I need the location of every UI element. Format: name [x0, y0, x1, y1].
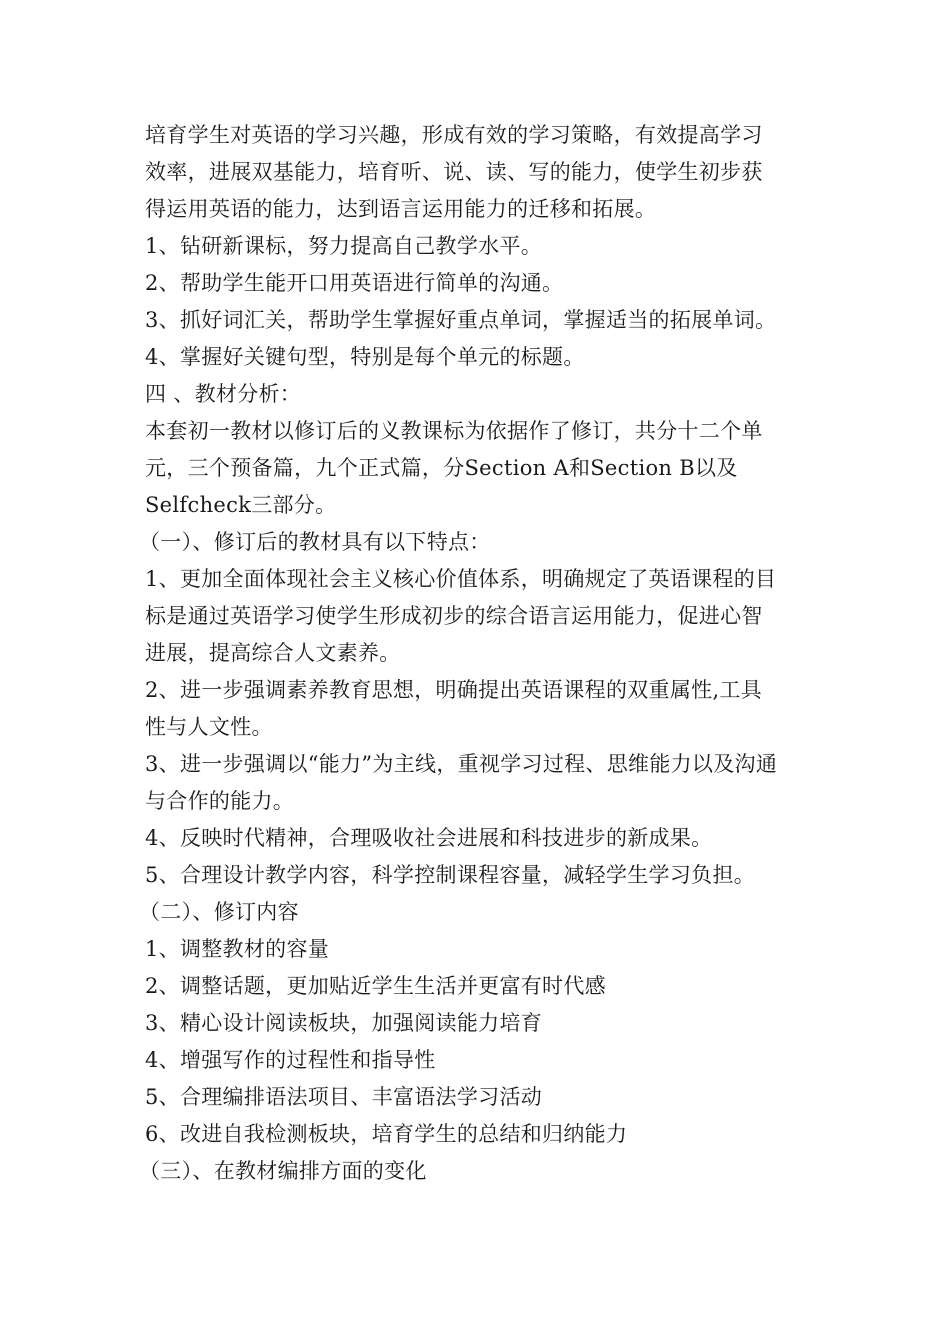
document-body [139, 117, 810, 1190]
paragraph-line: 培育学生对英语的学习兴趣，形成有效的学习策略，有效提高学习 [145, 123, 763, 147]
list-item: 5、合理编排语法项目、丰富语法学习活动 [145, 1085, 543, 1109]
list-item-continued: 进展，提高综合人文素养。 [145, 641, 401, 665]
list-item: 3、抓好词汇关，帮助学生掌握好重点单词，掌握适当的拓展单词。 [145, 308, 777, 332]
paragraph-line: 效率，进展双基能力，培育听、说、读、写的能力，使学生初步获 [145, 160, 763, 184]
list-item: 1、调整教材的容量 [145, 937, 330, 961]
list-item: 3、精心设计阅读板块，加强阅读能力培育 [145, 1011, 543, 1035]
paragraph-line: Selfcheck三部分。 [145, 493, 337, 517]
subsection-heading: （二）、修订内容 [139, 900, 299, 924]
paragraph-line: 元，三个预备篇，九个正式篇，分Section A和Section B以及 [145, 456, 738, 480]
section-heading: 四 、教材分析： [145, 382, 302, 406]
subsection-heading: （一）、修订后的教材具有以下特点： [139, 530, 491, 554]
list-item: 4、增强写作的过程性和指导性 [145, 1048, 436, 1072]
list-item: 2、帮助学生能开口用英语进行简单的沟通。 [145, 271, 564, 295]
list-item: 1、更加全面体现社会主义核心价值体系，明确规定了英语课程的目 [145, 567, 777, 591]
list-item-continued: 标是通过英语学习使学生形成初步的综合语言运用能力，促进心智 [145, 604, 763, 628]
list-item: 5、合理设计教学内容，科学控制课程容量，减轻学生学习负担。 [145, 863, 756, 887]
list-item: 1、钻研新课标，努力提高自己教学水平。 [145, 234, 543, 258]
list-item: 6、改进自我检测板块，培育学生的总结和归纳能力 [145, 1122, 628, 1146]
subsection-heading: （三）、在教材编排方面的变化 [139, 1159, 427, 1183]
paragraph-line: 得运用英语的能力，达到语言运用能力的迁移和拓展。 [145, 197, 657, 221]
list-item-continued: 性与人文性。 [145, 715, 273, 739]
list-item: 4、掌握好关键句型，特别是每个单元的标题。 [145, 345, 585, 369]
list-item: 4、反映时代精神，合理吸收社会进展和科技进步的新成果。 [145, 826, 713, 850]
list-item: 2、调整话题，更加贴近学生生活并更富有时代感 [145, 974, 606, 998]
paragraph-line: 本套初一教材以修订后的义教课标为依据作了修订，共分十二个单 [145, 419, 763, 443]
list-item: 2、进一步强调素养教育思想，明确提出英语课程的双重属性,工具 [145, 678, 763, 702]
list-item: 3、进一步强调以“能力”为主线，重视学习过程、思维能力以及沟通 [145, 752, 778, 776]
list-item-continued: 与合作的能力。 [145, 789, 295, 813]
